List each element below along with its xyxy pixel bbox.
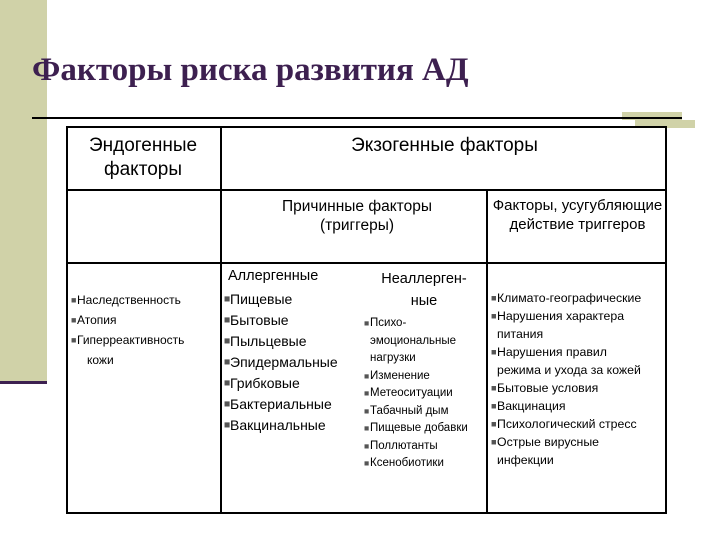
list-item: ■ Пыльцевые	[228, 331, 338, 352]
list-item: ■ Вакцинальные	[228, 415, 338, 436]
endogenous-list	[75, 290, 184, 370]
row-divider-2	[66, 262, 667, 264]
list-item: эмоциональные	[370, 334, 457, 347]
list-item: ■ Изменение	[368, 368, 468, 386]
list-item: ■ Психологический стресс	[495, 415, 641, 433]
list-item: ■ Пищевые добавки	[368, 420, 468, 438]
list-item: нагрузки	[370, 352, 416, 364]
list-item: ■ Табачный дым	[368, 403, 468, 421]
list-item: ■ Бытовые	[228, 310, 338, 331]
nonallergenic-header	[372, 268, 476, 312]
col-divider-2	[486, 189, 488, 514]
list-item: ■ Грибковые	[228, 373, 338, 394]
allergenic-header: Аллергенные	[228, 268, 319, 284]
nonallergenic-list	[368, 315, 468, 473]
list-item: ■ Острые вирусные	[495, 433, 641, 451]
allergenic-list	[228, 289, 338, 436]
list-item: ■ Вакцинация	[495, 397, 641, 415]
row-divider-1	[66, 189, 667, 191]
list-item: инфекции	[497, 453, 554, 467]
list-item: ■ Нарушения правил	[495, 343, 641, 361]
list-item: ■ Метеоситуации	[368, 385, 468, 403]
nonallergenic-header-line1: Неаллерген-	[381, 271, 467, 287]
list-item: ■ Пищевые	[228, 289, 338, 310]
aggravating-list	[495, 289, 641, 469]
nonallergenic-header-line2: ные	[410, 293, 438, 309]
list-item: ■ Психо-	[368, 315, 468, 333]
title-underline	[32, 117, 682, 119]
aggravating-factors-header: Факторы, усугубляющие действие триггеров	[492, 197, 663, 233]
list-item: режима и ухода за кожей	[497, 363, 641, 377]
list-item: питания	[497, 327, 544, 341]
list-item: кожи	[87, 353, 114, 367]
list-item: ■ Бытовые условия	[495, 379, 641, 397]
list-item: ■ Наследственность	[75, 290, 184, 310]
list-item: ■ Ксенобиотики	[368, 455, 468, 473]
causal-factors-header: Причинные факторы (триггеры)	[282, 198, 432, 235]
list-item: ■ Атопия	[75, 310, 184, 330]
col-divider-1	[220, 126, 222, 514]
list-item: ■ Бактериальные	[228, 394, 338, 415]
endogenous-header: Эндогенные факторы	[88, 135, 198, 180]
list-item: ■ Нарушения характера	[495, 307, 641, 325]
list-item: ■ Климато-географические	[495, 289, 641, 307]
list-item: ■ Эпидермальные	[228, 352, 338, 373]
decor-left-line	[0, 381, 47, 384]
list-item: ■ Гиперреактивность	[75, 330, 184, 350]
slide-title: Факторы риска развития АД	[32, 52, 469, 88]
exogenous-header: Экзогенные факторы	[351, 135, 538, 156]
list-item: ■ Поллютанты	[368, 438, 468, 456]
